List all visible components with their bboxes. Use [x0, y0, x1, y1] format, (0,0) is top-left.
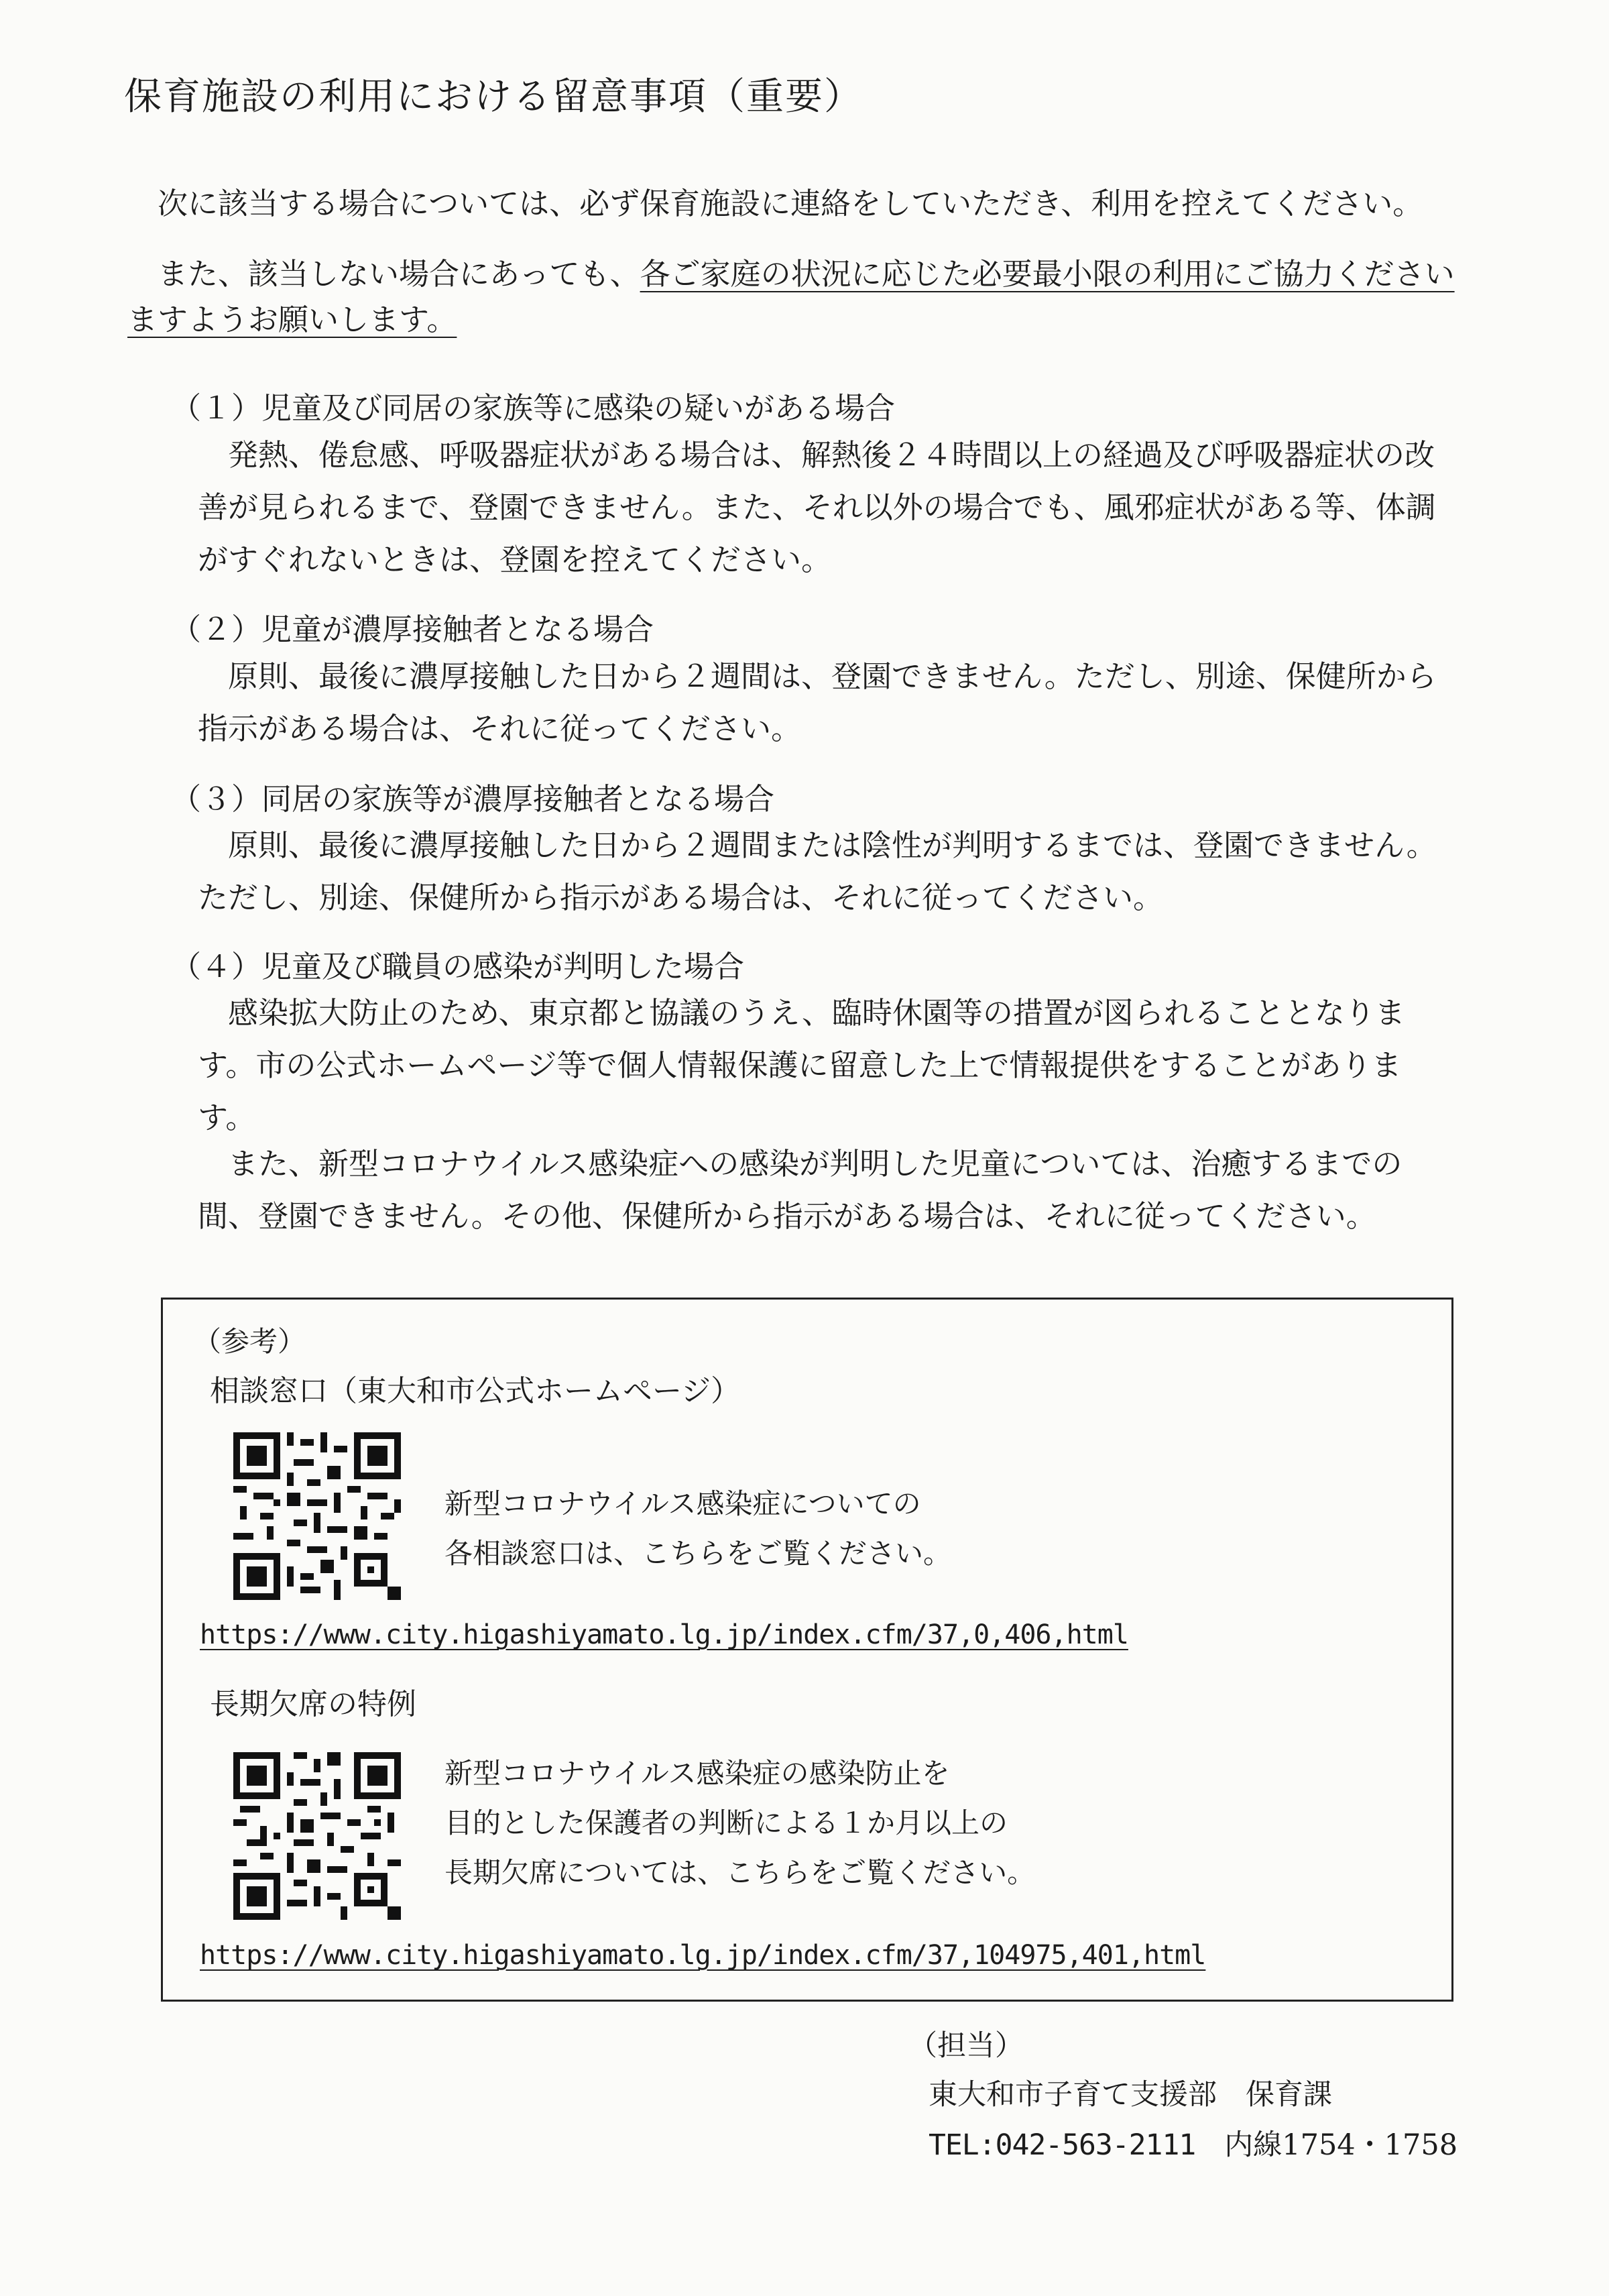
section-2-body: 原則、最後に濃厚接触した日から２週間は、登園できません。ただし、別途、保健所から指示がある場合は、それに従ってください。 [198, 658, 1437, 746]
reference-label: （参考） [193, 1325, 306, 1358]
consult-heading: 相談窓口（東大和市公式ホームページ） [210, 1374, 741, 1408]
reference-box [161, 1298, 1453, 2002]
absence-text-line-3: 長期欠席については、こちらをご覧ください。 [444, 1856, 1036, 1889]
section-4-body-2: また、新型コロナウイルス感染症への感染が判明した児童については、治癒するまでの間、登園できません。その他、保健所から指示がある場合は、それに従ってください。 [198, 1146, 1403, 1234]
contact-label: （担当） [908, 2029, 1024, 2063]
absence-heading: 長期欠席の特例 [210, 1687, 416, 1721]
intro-paragraph-1: 次に該当する場合については、必ず保育施設に連絡をしていただき、利用を控えてください。 [158, 186, 1423, 221]
section-3-heading: （３）同居の家族等が濃厚接触者となる場合 [171, 781, 775, 817]
consult-qr-code[interactable] [233, 1432, 401, 1600]
contact-telephone [929, 2122, 1457, 2163]
absence-text-line-2: 目的とした保護者の判断による１か月以上の [444, 1806, 1008, 1839]
consult-text-line-2: 各相談窓口は、こちらをご覧ください。 [444, 1537, 952, 1570]
intro-paragraph-2 [127, 251, 1455, 343]
consult-text-line-1: 新型コロナウイルス感染症についての [444, 1487, 921, 1520]
section-3-body: 原則、最後に濃厚接触した日から２週間または陰性が判明するまでは、登園できません。ただし、別途、保健所から指示がある場合は、それに従ってください。 [198, 827, 1437, 915]
consult-url-link[interactable]: https://www.city.higashiyamato.lg.jp/index.cfm/37,0,406,html [200, 1619, 1128, 1650]
absence-url-link[interactable]: https://www.city.higashiyamato.lg.jp/index.cfm/37,104975,401,html [200, 1940, 1206, 1971]
tel-number: 042-563-2111 [995, 2128, 1196, 2162]
contact-department: 東大和市子育て支援部 保育課 [929, 2078, 1332, 2112]
section-1-body: 発熱、倦怠感、呼吸器症状がある場合は、解熱後２４時間以上の経過及び呼吸器症状の改善が見られるまで、登園できません。また、それ以外の場合でも、風邪症状がある等、体調がすぐれないときは、登園を控えてください。 [198, 437, 1436, 577]
tel-prefix: TEL: [929, 2128, 996, 2162]
absence-qr-code[interactable] [233, 1752, 401, 1920]
intro-paragraph-2-underlined: 各ご家庭の状況に応じた必要最小限の利用にご協力くださいますようお願いします。 [127, 256, 1455, 337]
tel-extension: 内線1754・1758 [1224, 2128, 1458, 2162]
absence-text-line-1: 新型コロナウイルス感染症の感染防止を [444, 1757, 950, 1790]
intro-paragraph-2-lead: また、該当しない場合にあっても、 [158, 256, 640, 292]
section-4-body: 感染拡大防止のため、東京都と協議のうえ、臨時休園等の措置が図られることとなります。市の公式ホームページ等で個人情報保護に留意した上で情報提供をすることがあります。 [198, 995, 1405, 1135]
section-1-heading: （１）児童及び同居の家族等に感染の疑いがある場合 [171, 390, 896, 426]
section-2-heading: （２）児童が濃厚接触者となる場合 [171, 612, 654, 647]
page-title: 保育施設の利用における留意事項（重要） [124, 75, 863, 119]
section-4-heading: （４）児童及び職員の感染が判明した場合 [171, 949, 745, 984]
